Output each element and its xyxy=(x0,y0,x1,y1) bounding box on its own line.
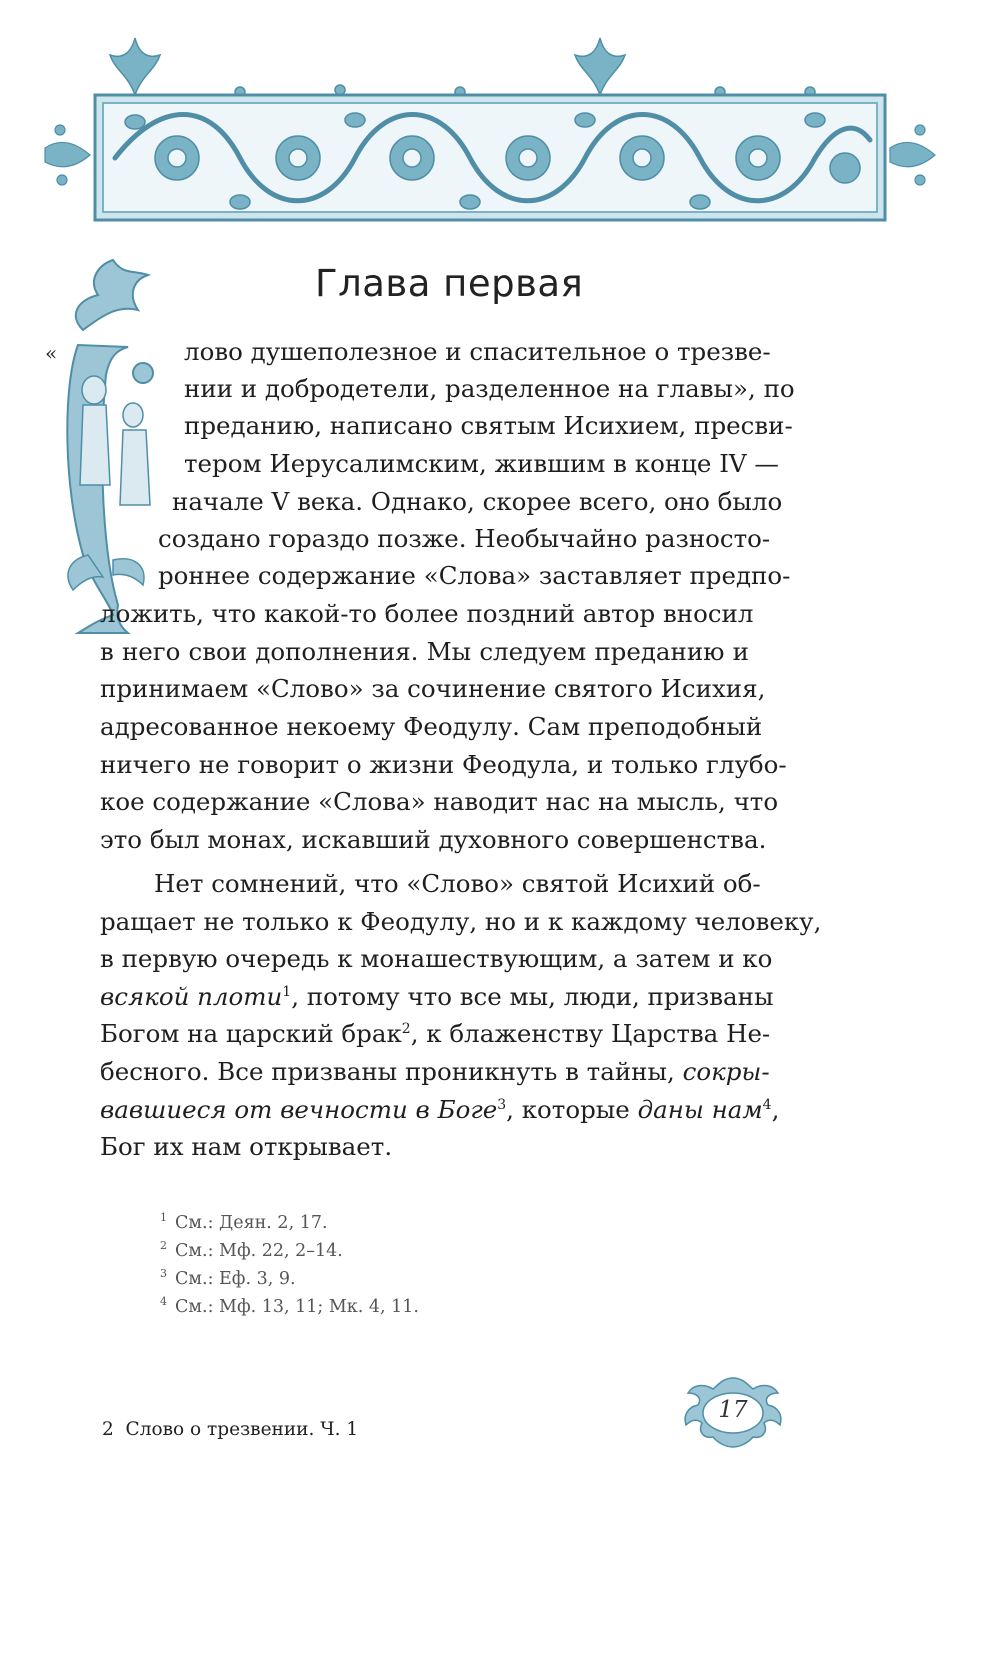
signature-text: Слово о трезвении. Ч. 1 xyxy=(125,1419,359,1440)
text-span: , которые xyxy=(506,1095,638,1124)
italic-text: всякой плоти xyxy=(100,982,283,1011)
text-span: , xyxy=(771,1095,780,1124)
text-line: Нет сомнений, что «Слово» святой Исихий об- xyxy=(154,869,761,898)
text-line: тером Иерусалимским, жившим в конце IV — xyxy=(184,449,779,478)
text-line: нии и добродетели, разделенное на главы», по xyxy=(184,374,795,403)
footnote: $^1$ См.: Деян. 2, 17. xyxy=(160,1211,328,1233)
text-span: бесного. Все призваны проникнуть в тайны, xyxy=(100,1057,683,1086)
signature-number: 2 xyxy=(102,1419,114,1440)
floral-headpiece xyxy=(40,30,955,230)
text-line: в него свои дополнения. Мы следуем преданию и xyxy=(100,637,749,666)
text-line: это был монах, искавший духовного совершенства. xyxy=(100,825,767,854)
text-span: Богом на царский брак xyxy=(100,1019,402,1048)
text-line: ращает не только к Феодулу, но и к каждому человеку, xyxy=(100,907,822,936)
text-span: , потому что все мы, люди, призваны xyxy=(291,982,774,1011)
text-line xyxy=(100,1057,770,1087)
text-line: адресованное некоему Феодулу. Сам преподобный xyxy=(100,712,763,741)
text-line: в первую очередь к монашествующим, а затем и ко xyxy=(100,944,773,973)
text-line xyxy=(100,1095,780,1125)
text-line xyxy=(100,1019,771,1049)
text-line: ничего не говорит о жизни Феодула, и только глубо- xyxy=(100,750,787,779)
chapter-title: Глава первая xyxy=(315,262,584,305)
text-line: лово душеполезное и спасительное о трезве- xyxy=(184,337,771,366)
text-line xyxy=(100,982,774,1012)
printer-signature xyxy=(102,1419,358,1440)
text-line: принимаем «Слово» за сочинение святого Исихия, xyxy=(100,674,766,703)
text-line: создано гораздо позже. Необычайно разносто- xyxy=(158,524,771,553)
text-line: преданию, написано святым Исихием, пресви- xyxy=(184,411,793,440)
footnote: $^4$ См.: Мф. 13, 11; Мк. 4, 11. xyxy=(160,1295,419,1317)
italic-text: даны нам xyxy=(637,1095,763,1124)
text-line: ложить, что какой-то более поздний автор вносил xyxy=(100,599,754,628)
drop-cap-icon xyxy=(58,255,168,635)
text-line: роннее содержание «Слова» заставляет предпо- xyxy=(158,561,791,590)
footnote-ref: 3 xyxy=(497,1096,507,1113)
footnote-ref: 4 xyxy=(762,1096,772,1113)
italic-text: сокры- xyxy=(682,1057,770,1086)
footnote-ref: 1 xyxy=(282,983,292,1000)
footnote: $^3$ См.: Еф. 3, 9. xyxy=(160,1267,296,1289)
text-line: кое содержание «Слова» наводит нас на мысль, что xyxy=(100,787,779,816)
footnote: $^2$ См.: Мф. 22, 2–14. xyxy=(160,1239,343,1261)
text-span: , к блаженству Царства Не- xyxy=(410,1019,771,1048)
text-line: начале V века. Однако, скорее всего, оно было xyxy=(172,487,783,516)
footnote-ref: 2 xyxy=(401,1020,411,1037)
page-number: 17 xyxy=(718,1397,748,1423)
italic-text: вавшиеся от вечности в Боге xyxy=(100,1095,498,1124)
opening-quote: « xyxy=(45,341,58,365)
text-line: Бог их нам открывает. xyxy=(100,1132,393,1161)
